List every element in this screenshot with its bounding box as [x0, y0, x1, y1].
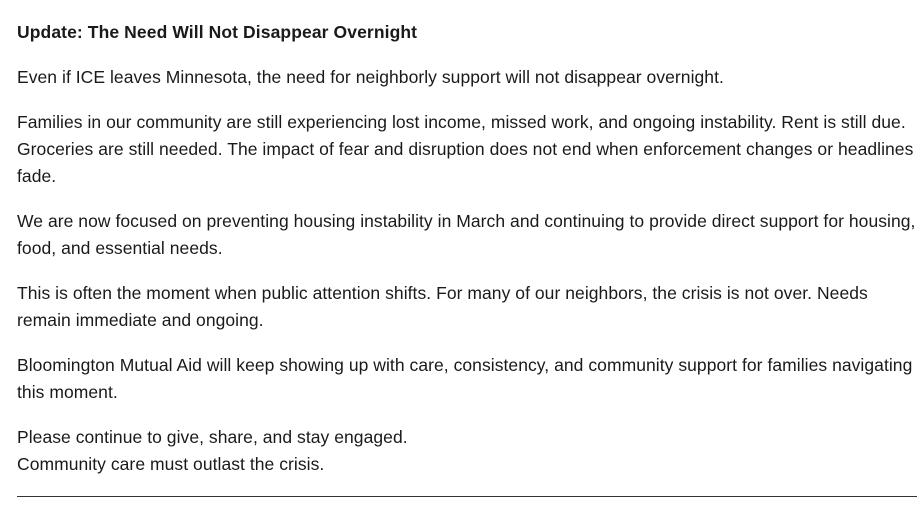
- closing-block: [17, 424, 917, 478]
- paragraph-intro: Even if ICE leaves Minnesota, the need for neighborly support will not disappear overnight.: [17, 67, 724, 87]
- paragraph-commitment: Bloomington Mutual Aid will keep showing up with care, consistency, and community support for families navigating this moment.: [17, 355, 913, 402]
- post-title: Update: The Need Will Not Disappear Overnight: [17, 22, 418, 42]
- paragraph-families: Families in our community are still experiencing lost income, missed work, and ongoing instability. Rent is still due. Groceries are still needed. The impact of fear and disruption does not end when enforcement changes or headlines fade.: [17, 112, 914, 186]
- closing-line-give: Please continue to give, share, and stay engaged.: [17, 427, 408, 447]
- update-post: [0, 19, 917, 478]
- section-divider: [17, 496, 917, 497]
- closing-line-care: Community care must outlast the crisis.: [17, 454, 325, 474]
- paragraph-focus: We are now focused on preventing housing instability in March and continuing to provide direct support for housing, food, and essential needs.: [17, 211, 916, 258]
- paragraph-attention: This is often the moment when public attention shifts. For many of our neighbors, the crisis is not over. Needs remain immediate and ongoing.: [17, 283, 868, 330]
